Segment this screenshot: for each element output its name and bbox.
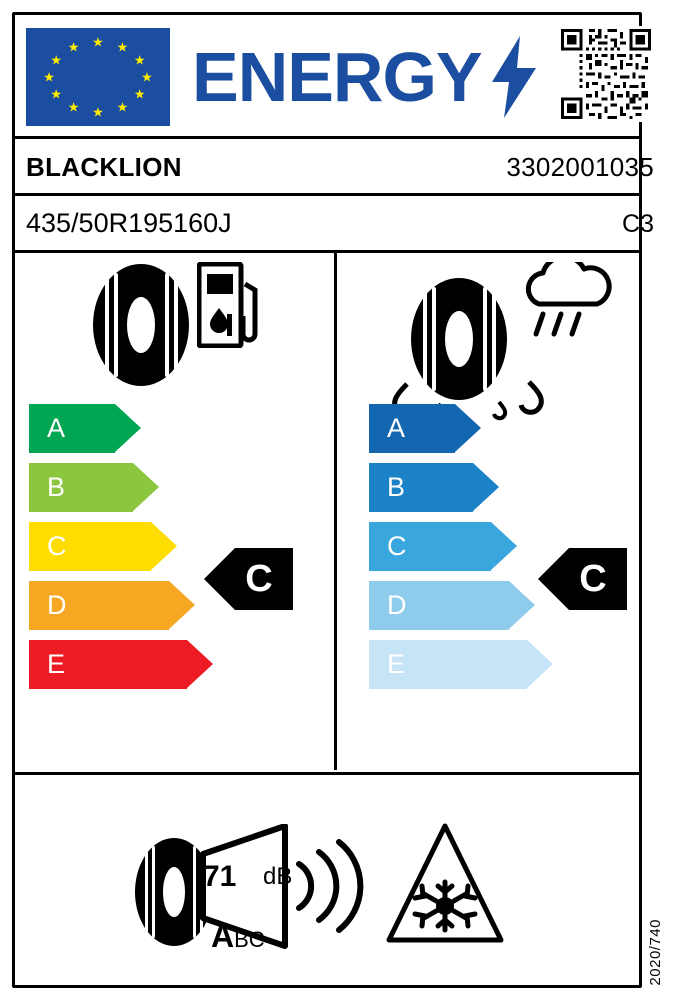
wet-grade-d-label: D (387, 590, 407, 620)
noise-class-badge (211, 918, 265, 955)
snow-group (385, 820, 515, 950)
wet-selected-letter: C (579, 557, 607, 600)
fuel-grade-e-label: E (47, 649, 66, 679)
product-sku: 3302001035 (506, 152, 654, 182)
fuel-grade-c-label: C (47, 531, 67, 561)
wet-grip-panel (337, 252, 639, 770)
fuel-grade-b (29, 463, 209, 512)
snowflake-mountain-icon (385, 820, 505, 948)
fuel-selected-grade (235, 548, 293, 610)
fuel-grade-a (29, 404, 209, 453)
noise-db-value: 71 (203, 860, 237, 893)
wet-grade-c-label: C (387, 531, 407, 561)
divider-brand (15, 193, 639, 196)
wet-grade-scale (369, 404, 549, 699)
wet-selected-grade (569, 548, 627, 610)
fuel-grade-c (29, 522, 209, 571)
fuel-pump-icon (197, 262, 265, 353)
noise-group (135, 820, 335, 954)
noise-class-rest: BC (234, 927, 265, 952)
wet-grade-b (369, 463, 549, 512)
eu-flag: ★ ★ ★ ★ ★ ★ ★ ★ ★ ★ ★ ★ (26, 28, 170, 126)
wet-grade-a (369, 404, 549, 453)
qr-code (558, 26, 654, 122)
fuel-grade-d (29, 581, 209, 630)
tire-icon (93, 264, 189, 386)
fuel-grade-d-label: D (47, 590, 67, 620)
rain-cloud-icon (515, 262, 619, 351)
wet-grade-e-label: E (387, 649, 406, 679)
noise-class-selected: A (211, 918, 235, 954)
fuel-selected-letter: C (245, 557, 273, 600)
tire-size: 435/50R195160J (26, 208, 232, 238)
fuel-grade-scale (29, 404, 209, 699)
fuel-efficiency-panel (15, 252, 334, 770)
wet-grade-c (369, 522, 549, 571)
wet-grade-b-label: B (387, 472, 406, 502)
brand-name: BLACKLION (26, 152, 182, 182)
date-code: 2020/740 (647, 919, 664, 986)
fuel-icons (93, 264, 189, 386)
tire-class: C3 (622, 210, 654, 238)
fuel-grade-e (29, 640, 209, 689)
tire-wet-icon (411, 278, 507, 400)
energy-bolt-icon (492, 36, 536, 118)
wet-grade-a-label: A (387, 413, 406, 443)
fuel-grade-b-label: B (47, 472, 66, 502)
divider-top (15, 136, 639, 139)
noise-db-unit: dB (263, 863, 293, 890)
wet-grade-e (369, 640, 549, 689)
fuel-grade-a-label: A (47, 413, 66, 443)
bottom-panel (15, 772, 639, 986)
energy-title: ENERGY (192, 38, 482, 116)
wet-grade-d (369, 581, 549, 630)
